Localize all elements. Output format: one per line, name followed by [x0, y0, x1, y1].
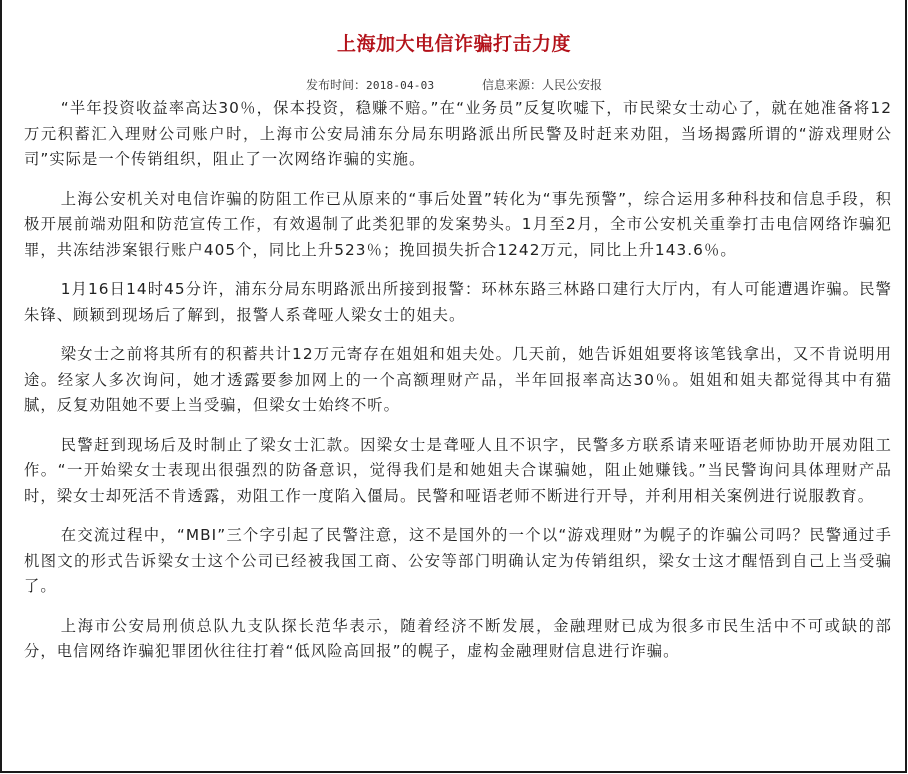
publish-date: 2018-04-03 — [366, 79, 435, 92]
publish-label: 发布时间： — [306, 78, 367, 92]
paragraph-2: 上海公安机关对电信诈骗的防阻工作已从原来的“事后处置”转化为“事先预警”，综合运用多种科技和信息手段，积极开展前端劝阻和防范宣传工作，有效遏制了此类犯罪的发案势头。1月至2月，全市公安机关重拳打击电信网络诈骗犯罪，共冻结涉案银行账户405个，同比上升523％；挽回损失折合1242万元，同比上升143.6％。 — [24, 189, 892, 259]
paragraph-3: 1月16日14时45分许，浦东分局东明路派出所接到报警：环林东路三林路口建行大厅内，有人可能遭遇诈骗。民警朱锋、顾颖到现场后了解到，报警人系聋哑人梁女士的姐夫。 — [24, 280, 892, 324]
source-label: 信息来源： — [481, 78, 542, 92]
publish-info — [306, 77, 434, 94]
source-info — [482, 77, 602, 93]
paragraph-6: 在交流过程中，“MBI”三个字引起了民警注意，这不是国外的一个以“游戏理财”为幌子的诈骗公司吗？民警通过手机图文的形式告诉梁女士这个公司已经被我国工商、公安等部门明确认定为传销组织，梁女士这才醒悟到自己上当受骗了。 — [24, 526, 892, 595]
article-meta — [0, 77, 908, 94]
article-title: 上海加大电信诈骗打击力度 — [336, 32, 571, 55]
source-name: 人民公安报 — [541, 78, 602, 92]
paragraph-5: 民警赶到现场后及时制止了梁女士汇款。因梁女士是聋哑人且不识字，民警多方联系请来哑语老师协助开展劝阻工作。“一开始梁女士表现出很强烈的防备意识，觉得我们是和她姐夫合谋骗她，阻止她赚钱。”当民警询问具体理财产品时，梁女士却死活不肯透露，劝阻工作一度陷入僵局。民警和哑语老师不断进行开导，并利用相关案例进行说服教育。 — [24, 435, 892, 505]
paragraph-4: 梁女士之前将其所有的积蓄共计12万元寄存在姐姐和姐夫处。几天前，她告诉姐姐要将该笔钱拿出，又不肯说明用途。经家人多次询问，她才透露要参加网上的一个高额理财产品，半年回报率高达30％。姐姐和姐夫都觉得其中有猫腻，反复劝阻她不要上当受骗，但梁女士始终不听。 — [24, 345, 892, 414]
paragraph-1: “半年投资收益率高达30％，保本投资，稳赚不赔。”在“业务员”反复吹嘘下，市民梁女士动心了，就在她准备将12万元积蓄汇入理财公司账户时，上海市公安局浦东分局东明路派出所民警及时赶来劝阻，当场揭露所谓的“游戏理财公司”实际是一个传销组织，阻止了一次网络诈骗的实施。 — [24, 99, 892, 168]
article-body — [24, 96, 892, 679]
paragraph-7: 上海市公安局刑侦总队九支队探长范华表示，随着经济不断发展，金融理财已成为很多市民生活中不可或缺的部分，电信网络诈骗犯罪团伙往往打着“低风险高回报”的幌子，虚构金融理财信息进行诈骗。 — [24, 616, 892, 660]
